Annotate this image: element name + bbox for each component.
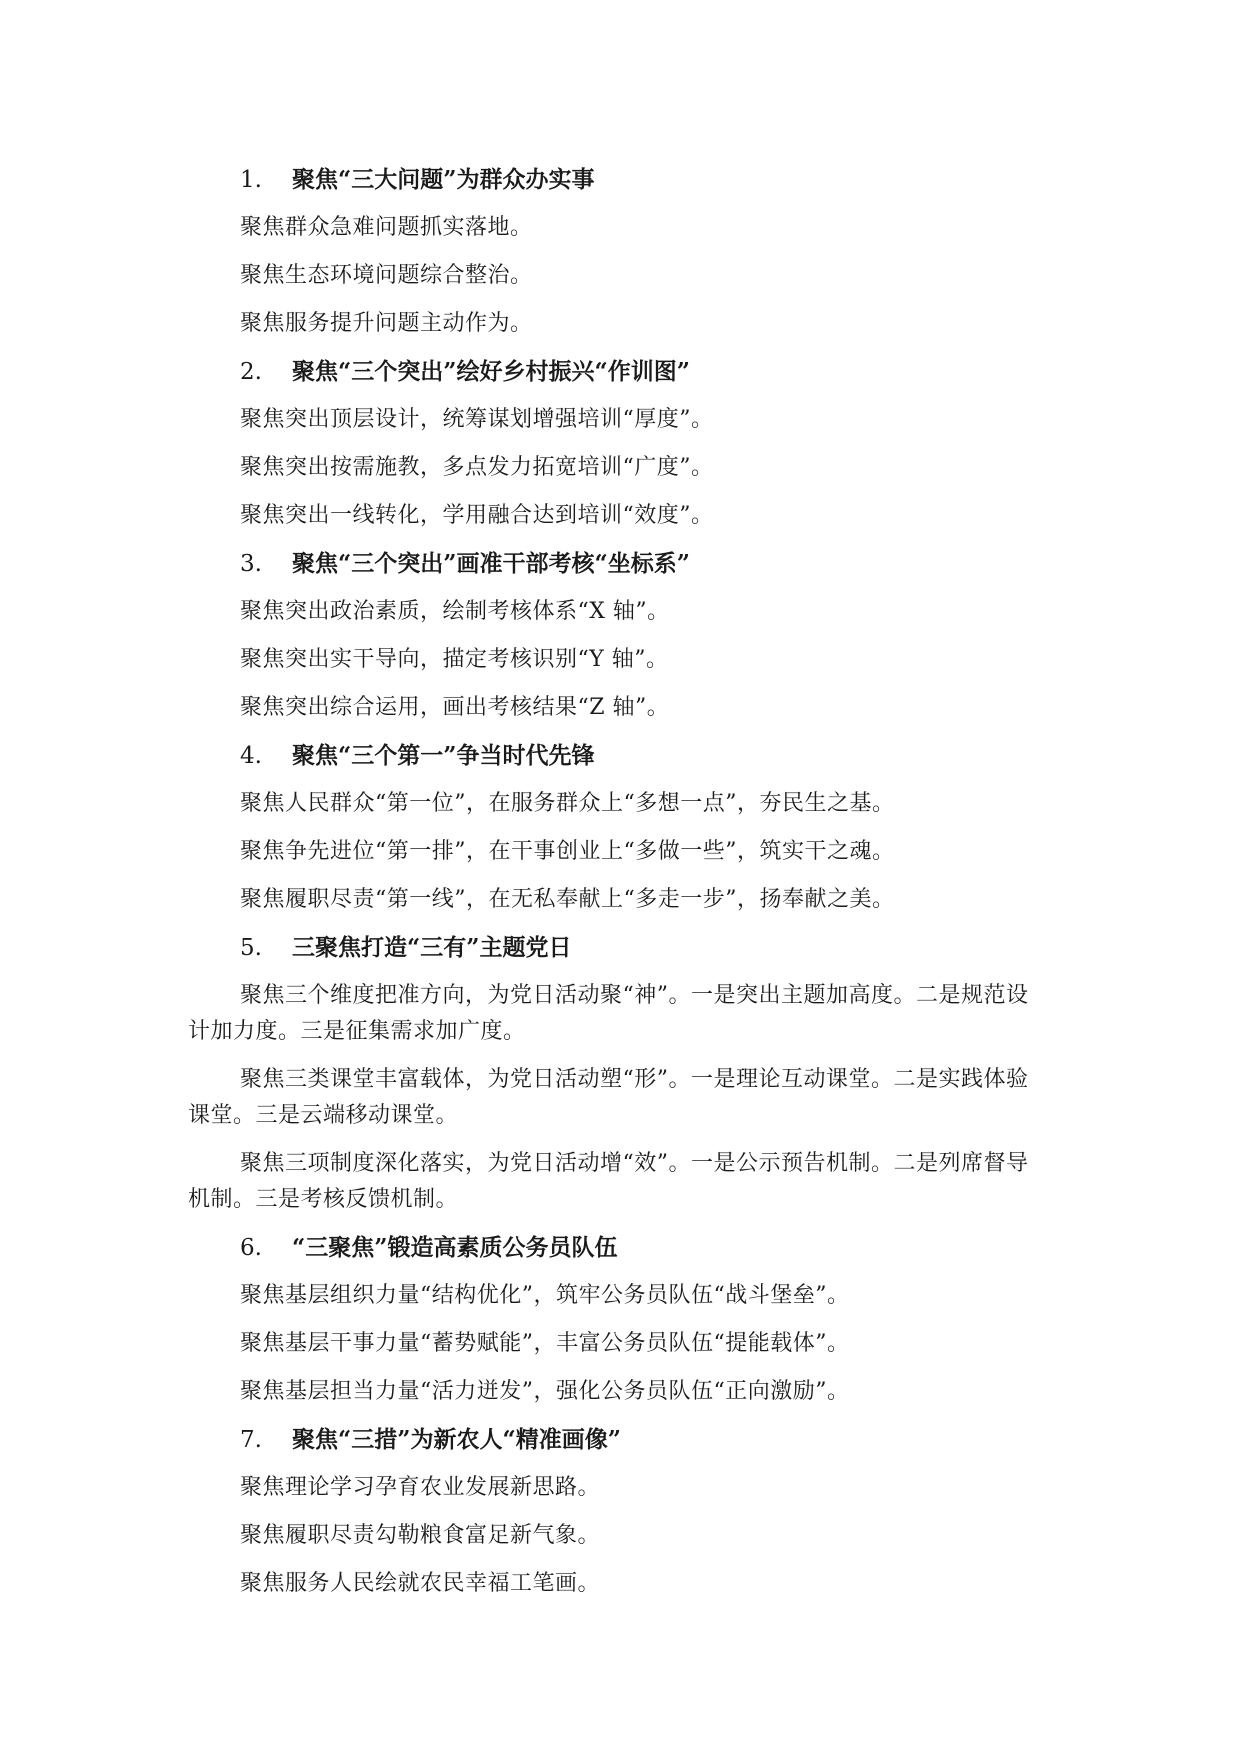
list-item: 聚焦争先进位“第一排”，在干事创业上“多做一些”，筑实干之魂。 [240,839,895,864]
section-number: 3. [240,551,262,577]
section-title: 聚焦“三个突出”画准干部考核“坐标系” [292,550,690,577]
list-item: 聚焦突出政治素质，绘制考核体系“X 轴”。 [240,599,670,624]
paragraph: 聚焦三个维度把准方向，为党日活动聚“神”。一是突出主题加高度。二是规范设计加力度。三是征集需求加广度。 [188,983,1029,1044]
list-item: 聚焦服务人民绘就农民幸福工笔画。 [240,1571,601,1596]
section-title: 三聚焦打造“三有”主题党日 [292,934,572,961]
section-title: 聚焦“三个第一”争当时代先锋 [292,742,595,769]
section-number: 2. [240,359,262,385]
list-item: 聚焦履职尽责勾勒粮食富足新气象。 [240,1523,601,1548]
section-heading [188,354,1048,402]
section-title: “三聚焦”锻造高素质公务员队伍 [292,1234,618,1261]
list-item: 聚焦生态环境问题综合整治。 [240,263,533,288]
section-number: 5. [240,935,262,961]
list-item: 聚焦基层干事力量“蓄势赋能”，丰富公务员队伍“提能载体”。 [240,1331,850,1356]
section-number: 4. [240,743,262,769]
list-item: 聚焦服务提升问题主动作为。 [240,311,533,336]
section-title: 聚焦“三措”为新农人“精准画像” [292,1426,621,1453]
list-item: 聚焦群众急难问题抓实落地。 [240,215,533,240]
list-item: 聚焦基层组织力量“结构优化”，筑牢公务员队伍“战斗堡垒”。 [240,1283,850,1308]
document-body [188,162,1048,1614]
section-number: 6. [240,1235,262,1261]
section-title: 聚焦“三大问题”为群众办实事 [292,166,595,193]
list-item: 聚焦突出一线转化，学用融合达到培训“效度”。 [240,503,714,528]
list-item: 聚焦人民群众“第一位”，在服务群众上“多想一点”，夯民生之基。 [240,791,895,816]
list-item: 聚焦突出实干导向，描定考核识别“Y 轴”。 [240,647,669,672]
section-title: 聚焦“三个突出”绘好乡村振兴“作训图” [292,358,690,385]
list-item: 聚焦突出综合运用，画出考核结果“Z 轴”。 [240,695,670,720]
section-number: 7. [240,1427,262,1453]
section-heading [188,1230,1048,1278]
section-heading [188,738,1048,786]
section-heading [188,1422,1048,1470]
paragraph: 聚焦三项制度深化落实，为党日活动增“效”。一是公示预告机制。二是列席督导机制。三是考核反馈机制。 [188,1151,1029,1212]
section-number: 1. [240,167,262,193]
list-item: 聚焦理论学习孕育农业发展新思路。 [240,1475,601,1500]
paragraph: 聚焦三类课堂丰富载体，为党日活动塑“形”。一是理论互动课堂。二是实践体验课堂。三是云端移动课堂。 [188,1067,1029,1128]
list-item: 聚焦突出按需施教，多点发力拓宽培训“广度”。 [240,455,714,480]
list-item: 聚焦履职尽责“第一线”，在无私奉献上“多走一步”，扬奉献之美。 [240,887,895,912]
list-item: 聚焦突出顶层设计，统筹谋划增强培训“厚度”。 [240,407,714,432]
section-heading [188,546,1048,594]
section-heading [188,162,1048,210]
section-heading [188,930,1048,978]
list-item: 聚焦基层担当力量“活力迸发”，强化公务员队伍“正向激励”。 [240,1379,850,1404]
